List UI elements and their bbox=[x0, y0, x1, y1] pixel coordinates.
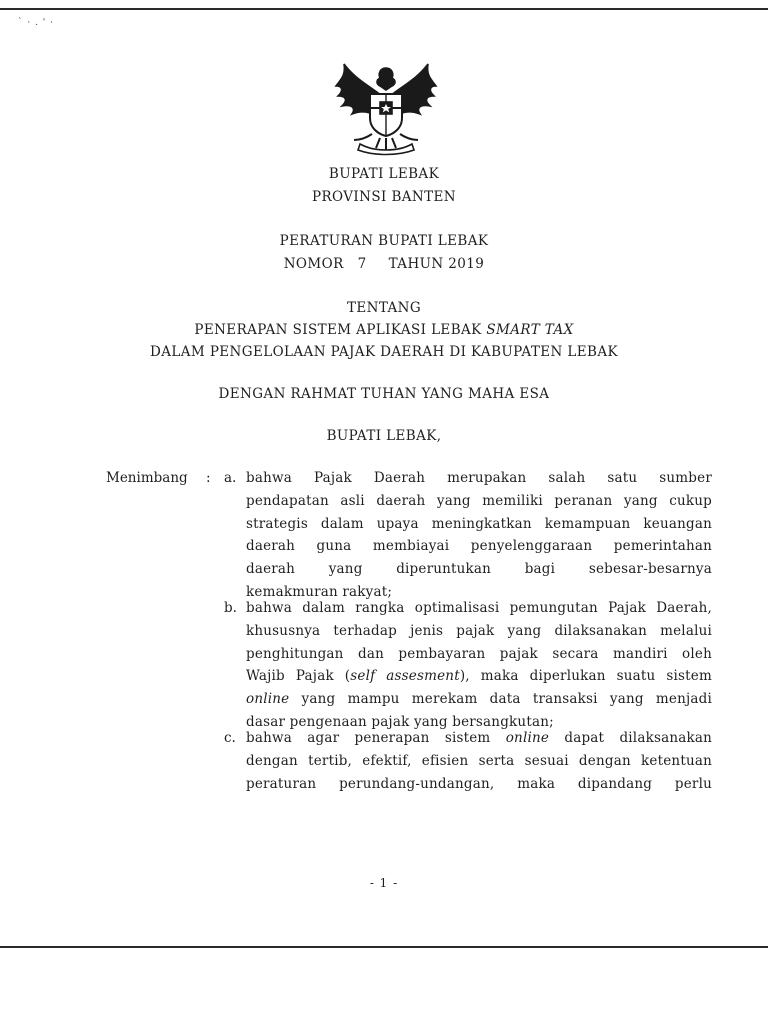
menimbang-label: Menimbang bbox=[106, 470, 188, 486]
item-a-line: daerah guna membiayai penyelenggaraan pemerintahan bbox=[246, 538, 712, 555]
item-a-line: daerah yang diperuntukan bagi sebesar-besarnya bbox=[246, 561, 712, 578]
nomor-value: 7 bbox=[357, 256, 367, 272]
subject-title-line1 bbox=[0, 322, 768, 338]
item-b-merekam-text: yang mampu merekam data transaksi yang menjadi bbox=[289, 691, 712, 708]
tahun-label: TAHUN 2019 bbox=[388, 256, 485, 272]
regulation-title: PERATURAN BUPATI LEBAK bbox=[279, 233, 489, 249]
item-a-line: pendapatan asli daerah yang memiliki peranan yang cukup bbox=[246, 492, 712, 509]
item-c-line bbox=[246, 727, 712, 750]
item-a-text bbox=[246, 467, 712, 604]
item-c-dilaksanakan-text: dapat dilaksanakan bbox=[549, 730, 712, 746]
regulation-number-line bbox=[0, 256, 768, 272]
item-a-letter: a. bbox=[224, 470, 237, 486]
item-c-text bbox=[246, 727, 712, 795]
item-b-line: penghitungan dan pembayaran pajak secara mandiri oleh bbox=[246, 645, 712, 662]
subject-title-line2: DALAM PENGELOLAAN PAJAK DAERAH DI KABUPATEN LEBAK bbox=[150, 344, 618, 360]
issuer-province: PROVINSI BANTEN bbox=[312, 189, 456, 205]
item-b-line: bahwa dalam rangka optimalisasi pemungutan Pajak Daerah, bbox=[246, 600, 712, 616]
item-b-line bbox=[246, 665, 712, 688]
official-title: BUPATI LEBAK, bbox=[326, 428, 442, 444]
item-c-line: peraturan perundang-undangan, maka dipandang perlu bbox=[246, 775, 712, 792]
item-b-letter: b. bbox=[224, 600, 237, 616]
item-a-line: kemakmuran rakyat; bbox=[246, 583, 393, 600]
issuer-title: BUPATI LEBAK bbox=[328, 166, 440, 182]
item-c-penerapan-text: bahwa agar penerapan sistem bbox=[246, 730, 506, 746]
item-c-line: dengan tertib, efektif, efisien serta sesuai dengan ketentuan bbox=[246, 752, 712, 769]
garuda-emblem-icon bbox=[330, 56, 442, 156]
tentang-heading: TENTANG bbox=[346, 300, 422, 316]
item-b-line: dasar pengenaan pajak yang bersangkutan; bbox=[246, 713, 554, 730]
top-scan-edge bbox=[0, 8, 768, 10]
item-a-line: strategis dalam upaya meningkatkan kemampuan keuangan bbox=[246, 515, 712, 532]
item-b-wajib-pajak: Wajib Pajak ( bbox=[246, 668, 351, 685]
smart-tax-text: SMART TAX bbox=[486, 322, 574, 338]
online-text: online bbox=[505, 730, 550, 746]
scan-corner-mark: ` · . ' · bbox=[18, 18, 54, 28]
item-b-text bbox=[246, 597, 712, 734]
nomor-label: NOMOR bbox=[283, 256, 344, 272]
menimbang-colon: : bbox=[206, 470, 211, 486]
blessing-line: DENGAN RAHMAT TUHAN YANG MAHA ESA bbox=[218, 386, 550, 402]
item-c-letter: c. bbox=[224, 730, 236, 746]
bottom-scan-edge bbox=[0, 946, 768, 948]
item-b-line bbox=[246, 688, 712, 711]
item-b-sistem-text: ), maka diperlukan suatu sistem bbox=[459, 668, 712, 685]
online-text: online bbox=[246, 691, 290, 708]
page-number: - 1 - bbox=[369, 876, 399, 890]
item-b-line: khususnya terhadap jenis pajak yang dilaksanakan melalui bbox=[246, 622, 712, 639]
item-a-line: bahwa Pajak Daerah merupakan salah satu sumber bbox=[246, 470, 712, 486]
subject-title-line1-text: PENERAPAN SISTEM APLIKASI LEBAK bbox=[194, 322, 487, 338]
self-assesment-text: self assesment bbox=[350, 668, 460, 685]
